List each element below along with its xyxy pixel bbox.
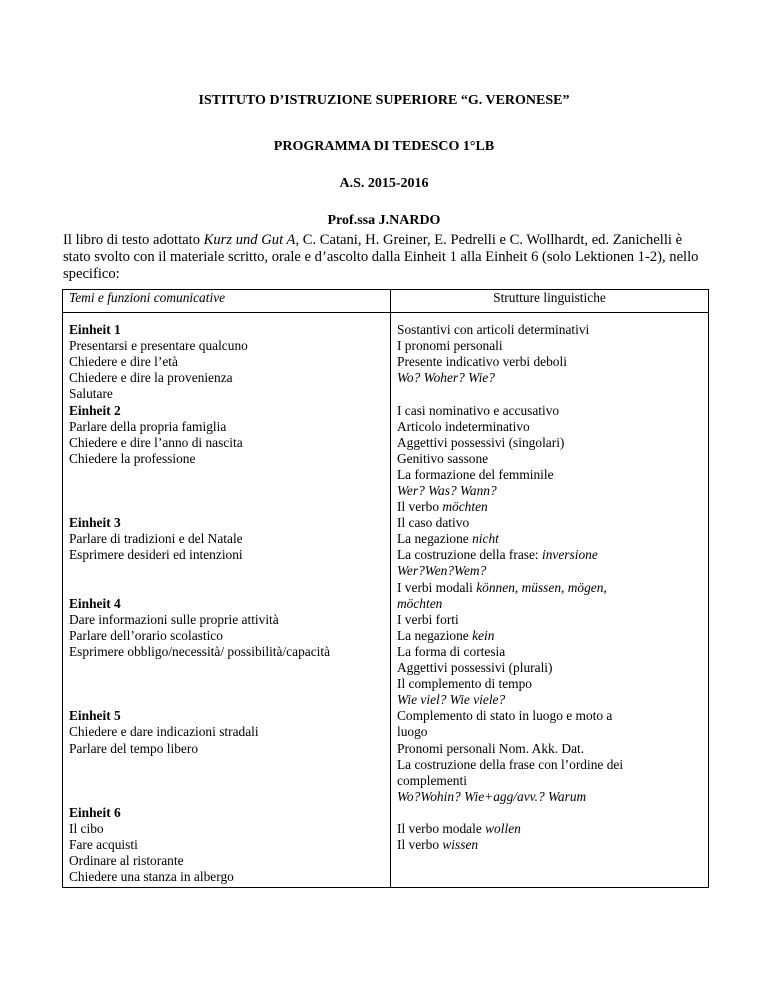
structure-item [397, 499, 702, 515]
theme-item: Parlare dell’orario scolastico [69, 627, 223, 643]
theme-item: Ordinare al ristorante [69, 853, 184, 869]
structure-text: Il verbo [397, 837, 443, 853]
structure-item [397, 338, 702, 354]
structure-text: La costruzione della frase con l’ordine dei [397, 756, 624, 772]
unit-themes-group [69, 403, 384, 500]
unit-title: Einheit 6 [69, 804, 121, 820]
structure-item [397, 612, 702, 628]
theme-item: Parlare del tempo libero [69, 740, 199, 756]
structure-item [397, 483, 702, 499]
structure-item [397, 580, 702, 596]
teacher-name: Prof.ssa J.NARDO [327, 213, 441, 228]
structure-text: möchten [397, 595, 443, 611]
theme-item: Esprimere obbligo/necessità/ possibilità/capacità [69, 643, 331, 659]
structure-text: Wo?Wohin? Wie+agg/avv.? Warum [397, 788, 587, 804]
structure-text: Il caso dativo [397, 515, 470, 531]
structure-text: Sostantivi con articoli determinativi [397, 322, 590, 337]
structure-text: La formazione del femminile [397, 466, 554, 482]
theme-item: Parlare della propria famiglia [69, 418, 227, 434]
structure-emphasis: wissen [442, 837, 479, 853]
structures-cell [391, 313, 709, 888]
structure-text: Genitivo sassone [397, 450, 489, 466]
themes-cell [63, 313, 391, 888]
program-table [62, 289, 709, 888]
structure-item [397, 563, 702, 579]
intro-text-before: Il libro di testo adottato [63, 232, 204, 248]
unit-themes-group [69, 708, 384, 805]
unit-title: Einheit 4 [69, 595, 121, 611]
structure-text: Pronomi personali Nom. Akk. Dat. [397, 740, 585, 756]
structure-text: Wo? Woher? Wie? [397, 370, 495, 386]
structure-item [397, 741, 702, 757]
structure-text: Aggettivi possessivi (plurali) [397, 660, 553, 676]
structure-item [397, 708, 702, 724]
theme-item: Esprimere desideri ed intenzioni [69, 547, 243, 563]
structure-item [397, 644, 702, 660]
structure-text: I pronomi personali [397, 338, 503, 354]
structure-emphasis: möchten [442, 499, 488, 515]
structure-item [397, 757, 702, 773]
structure-text: I casi nominativo e accusativo [397, 402, 560, 418]
structure-emphasis: können, müssen, mögen, [476, 579, 607, 595]
structure-item [397, 419, 702, 435]
structure-text: Wer? Was? Wann? [397, 482, 497, 498]
unit-structures-group [397, 403, 702, 500]
structure-item [397, 531, 702, 547]
structure-item [397, 724, 702, 740]
structure-emphasis: nicht [472, 531, 499, 547]
theme-item: Presentarsi e presentare qualcuno [69, 338, 248, 354]
structure-text: La negazione [397, 531, 473, 547]
unit-title: Einheit 1 [69, 322, 121, 337]
structure-text: Il verbo [397, 499, 443, 515]
themes-column-header: Temi e funzioni comunicative [63, 290, 391, 313]
theme-item: Chiedere la professione [69, 450, 196, 466]
structure-text: Complemento di stato in luogo e moto a [397, 708, 613, 724]
structure-item [397, 789, 702, 805]
structure-text: I verbi forti [397, 611, 459, 627]
table-body-row [63, 313, 709, 888]
structure-item [397, 370, 702, 386]
program-title: PROGRAMMA DI TEDESCO 1°LB [273, 139, 495, 154]
unit-title: Einheit 3 [69, 515, 121, 531]
structure-text: Il verbo modale [397, 821, 486, 837]
unit-structures-group [397, 322, 702, 403]
theme-item: Chiedere una stanza in albergo [69, 869, 234, 885]
structure-item [397, 515, 702, 531]
theme-item: Chiedere e dire l’età [69, 354, 178, 370]
theme-item: Chiedere e dare indicazioni stradali [69, 724, 259, 740]
structure-text: Wer?Wen?Wem? [397, 563, 487, 579]
structure-item [397, 435, 702, 451]
structure-item [397, 676, 702, 692]
structure-text: luogo [397, 724, 428, 740]
theme-item: Il cibo [69, 821, 104, 837]
structure-item [397, 451, 702, 467]
unit-themes-group [69, 580, 384, 709]
school-year: A.S. 2015-2016 [339, 176, 429, 191]
structure-text: Wie viel? Wie viele? [397, 692, 506, 708]
structure-item [397, 403, 702, 419]
structures-column-header: Strutture linguistiche [391, 290, 709, 313]
structure-text: Il complemento di tempo [397, 676, 532, 692]
theme-item: Chiedere e dire l’anno di nascita [69, 434, 243, 450]
structure-text: La negazione [397, 627, 473, 643]
unit-title: Einheit 5 [69, 708, 121, 724]
intro-paragraph [63, 232, 713, 283]
structure-item [397, 547, 702, 563]
unit-structures-group [397, 805, 702, 886]
theme-item: Salutare [69, 386, 113, 402]
theme-item: Fare acquisti [69, 837, 138, 853]
structure-item [397, 821, 702, 837]
structure-item [397, 322, 702, 338]
structure-item [397, 773, 702, 789]
structure-item [397, 596, 702, 612]
structure-text: La costruzione della frase: [397, 547, 542, 563]
structure-text: Presente indicativo verbi deboli [397, 354, 567, 370]
theme-item: Dare informazioni sulle proprie attività [69, 611, 279, 627]
structure-item [397, 692, 702, 708]
table-header-row [63, 290, 709, 313]
theme-item: Chiedere e dire la provenienza [69, 370, 233, 386]
structure-emphasis: kein [472, 627, 495, 643]
intro-text-after: , C. Catani, H. Greiner, E. Pedrelli e C. Wollhardt, ed. Zanichelli è stato svolto con il materiale scritto, orale e d’ascolto dalla Einheit 1 alla Einheit 6 (solo Lektionen 1-2), nello specifico: [63, 232, 699, 282]
unit-structures-group [397, 708, 702, 805]
structure-text: Articolo indeterminativo [397, 418, 530, 434]
unit-structures-group [397, 499, 702, 580]
structure-text: La forma di cortesia [397, 643, 506, 659]
structure-text: complementi [397, 772, 467, 788]
unit-title: Einheit 2 [69, 402, 121, 418]
structure-item [397, 467, 702, 483]
institute-title: ISTITUTO D’ISTRUZIONE SUPERIORE “G. VERONESE” [198, 93, 570, 108]
structure-item [397, 628, 702, 644]
structure-item [397, 837, 702, 853]
unit-themes-group [69, 805, 384, 886]
structure-item [397, 660, 702, 676]
unit-themes-group [69, 322, 384, 403]
structure-item [397, 354, 702, 370]
structure-emphasis: inversione [542, 547, 598, 563]
structure-text: Aggettivi possessivi (singolari) [397, 434, 565, 450]
structure-emphasis: wollen [485, 821, 521, 837]
unit-themes-group [69, 499, 384, 580]
unit-structures-group [397, 580, 702, 709]
structure-text: I verbi modali [397, 579, 477, 595]
book-title: Kurz und Gut A [203, 232, 296, 248]
theme-item: Parlare di tradizioni e del Natale [69, 531, 243, 547]
